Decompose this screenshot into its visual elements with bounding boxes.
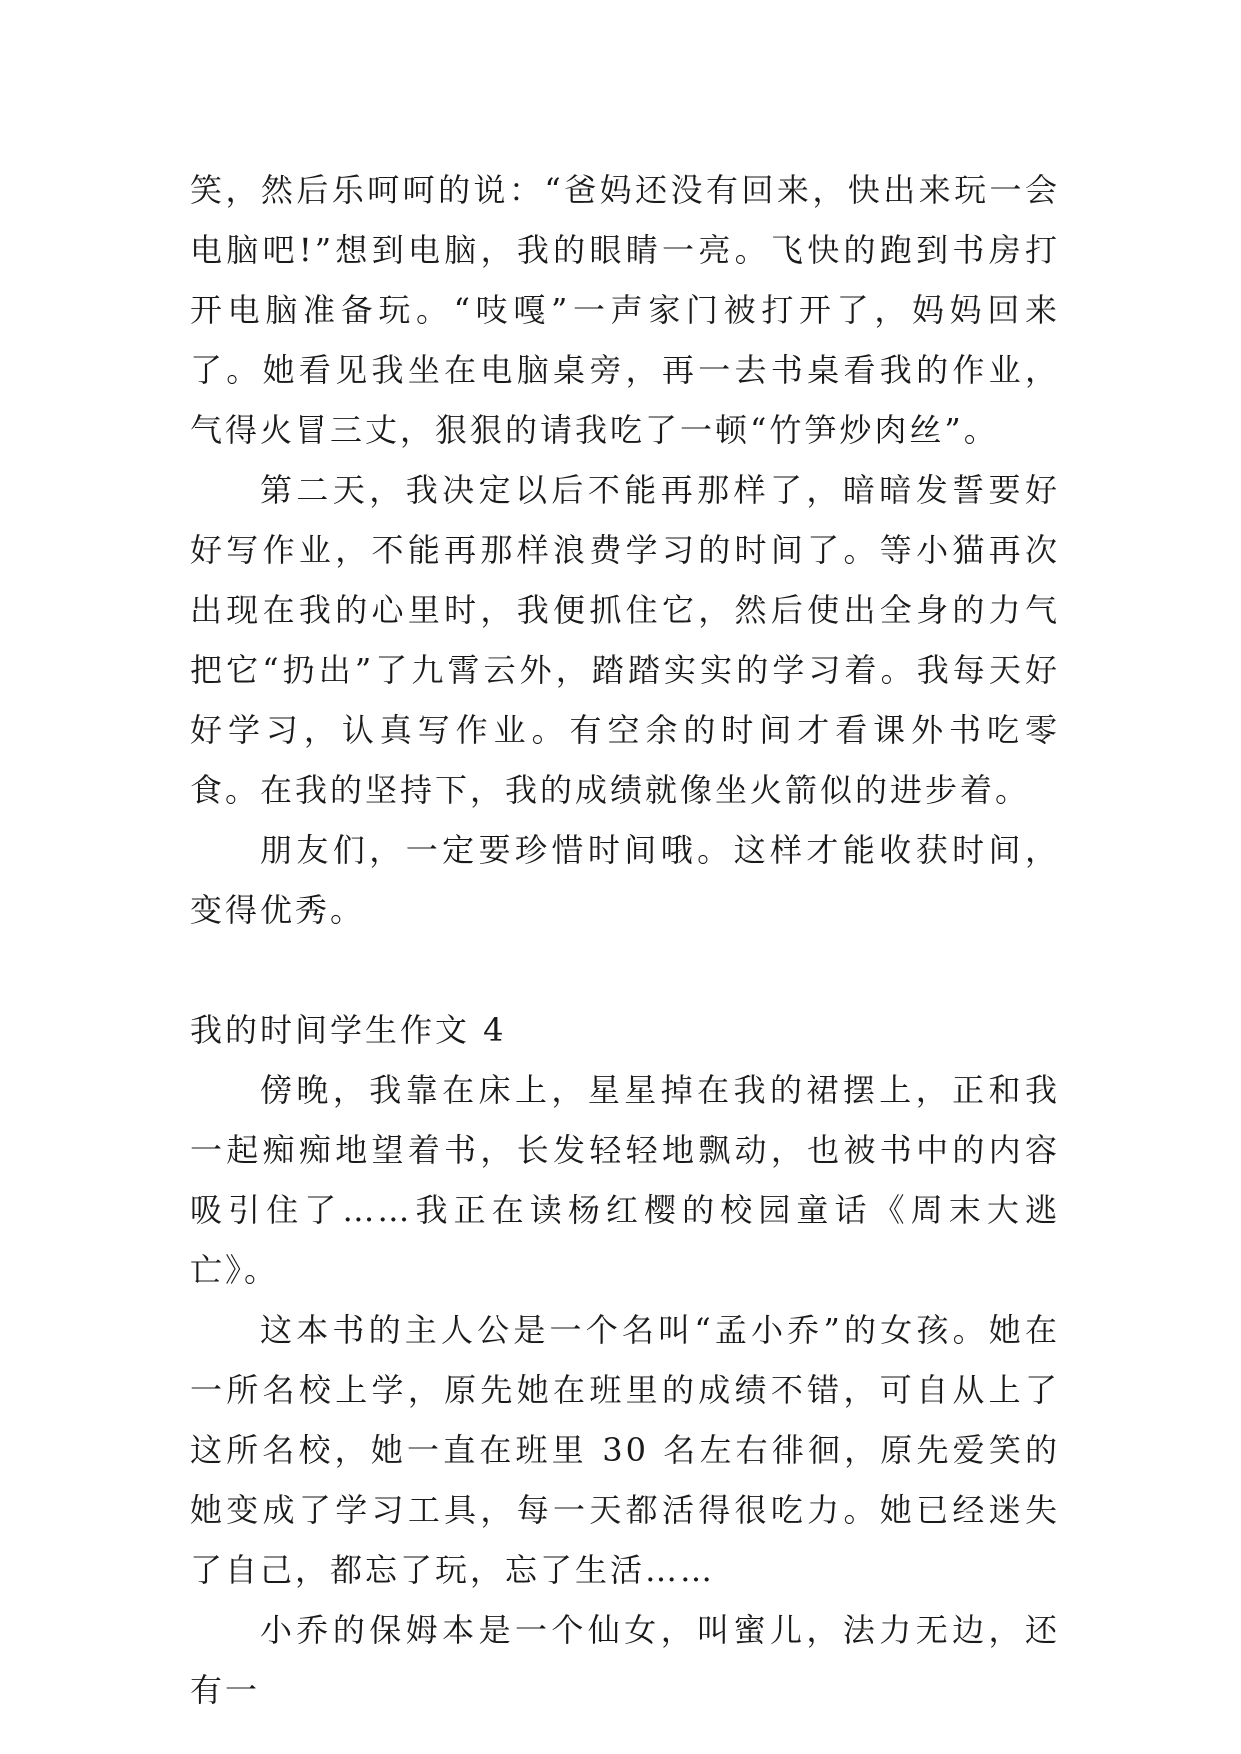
section-title: 我的时间学生作文 4 bbox=[190, 1011, 507, 1049]
paragraph-continuation: 笑，然后乐呵呵的说：“爸妈还没有回来，快出来玩一会电脑吧!”想到电脑，我的眼睛一亮。飞快的跑到书房打开电脑准备玩。“吱嘎”一声家门被打开了，妈妈回来了。她看见我坐在电脑桌旁，再一去书桌看我的作业，气得火冒三丈，狠狠的请我吃了一顿“竹笋炒肉丝”。 bbox=[190, 171, 1060, 449]
paragraph-nanny: 小乔的保姆本是一个仙女，叫蜜儿，法力无边，还有一 bbox=[190, 1611, 1060, 1709]
paragraph-second-day: 第二天，我决定以后不能再那样了，暗暗发誓要好好写作业，不能再那样浪费学习的时间了。等小猫再次出现在我的心里时，我便抓住它，然后使出全身的力气把它“扔出”了九霄云外，踏踏实实的学习着。我每天好好学习，认真写作业。有空余的时间才看课外书吃零食。在我的坚持下，我的成绩就像坐火箭似的进步着。 bbox=[190, 471, 1060, 809]
document-body bbox=[190, 160, 1060, 1720]
paragraph-evening: 傍晚，我靠在床上，星星掉在我的裙摆上，正和我一起痴痴地望着书，长发轻轻地飘动，也被书中的内容吸引住了……我正在读杨红樱的校园童话《周末大逃亡》。 bbox=[190, 1071, 1060, 1289]
paragraph-protagonist: 这本书的主人公是一个名叫“孟小乔”的女孩。她在一所名校上学，原先她在班里的成绩不错，可自从上了这所名校，她一直在班里 30 名左右徘徊，原先爱笑的她变成了学习工具，每一天都活得很吃力。她已经迷失了自己，都忘了玩，忘了生活…… bbox=[190, 1311, 1060, 1589]
paragraph-conclusion: 朋友们，一定要珍惜时间哦。这样才能收获时间，变得优秀。 bbox=[190, 831, 1060, 929]
